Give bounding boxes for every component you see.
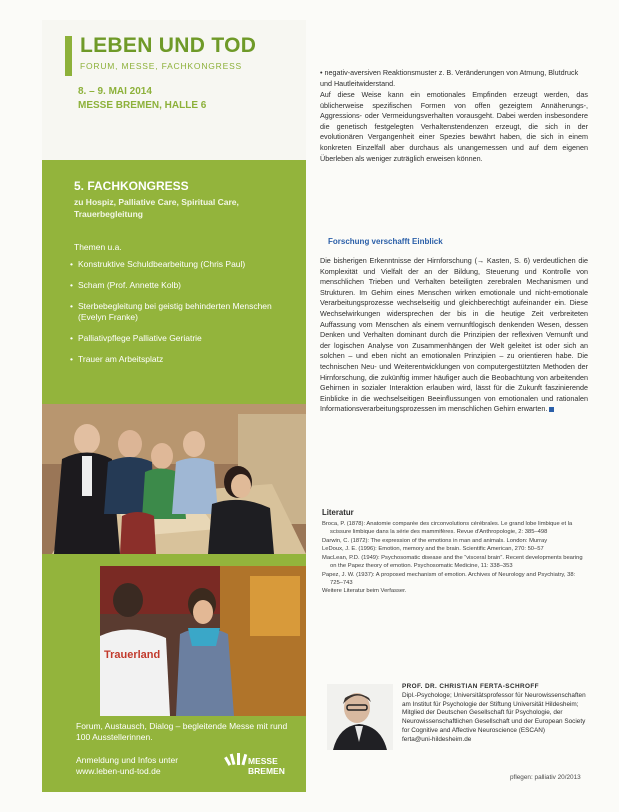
messe-bremen-logo-text: MESSE BREMEN bbox=[248, 756, 285, 776]
literature-item: Papez, J. W. (1937): A proposed mechanism of emotion. Archives of Neurology and Psychiatry, 38: 725–743 bbox=[322, 571, 576, 586]
ad-footer-info: Forum, Austausch, Dialog – begleitende Messe mit rund 100 Ausstellerinnen. bbox=[76, 721, 288, 742]
kongress-title: 5. FACHKONGRESS bbox=[74, 179, 189, 193]
themen-list bbox=[70, 259, 300, 375]
ad-signup-link[interactable]: Anmeldung und Infos unter www.leben-und-tod.de bbox=[76, 755, 179, 776]
ad-header bbox=[42, 20, 306, 160]
literature-heading: Literatur bbox=[322, 508, 354, 517]
article-paragraph-research: Die bisherigen Erkenntnisse der Hirnforschung (→ Kasten, S. 6) verdeutlichen die Komplexität und Vielfalt der an der Bildung, Steuerung und Kontrolle von menschlichen Trieben und Verhalten beteiligten zerebralen Mechanismen und Strukturen. Im Gehirn eines Menschen wirken emotionale und nicht-emotionale Verarbeitungsprozesse wechselseitig und gleichberechtigt aufeinander ein. Diese Wechselwirkungen widersprechen der bis in die heutige Zeit verbreiteten Auffassung vom Menschen als einem vernunftlogisch denkenden Wesen, dessen Denken und Verhalten dominant durch die Prinzipien der reflexiven Vernunft und der logischen Analyse von Zusammenhängen der Welt geleitet ist oder sich an solchen – und eben nicht an emotionalen Prinzipien – zu orientieren habe. Die technischen Neu- und Weiterentwicklungen von computergestützten Methoden der Hirnforschung, die zukünftig immer häufiger auch die Beobachtung von arbeitenden Gehirnen in sozialer Interaktion erlauben wird, lässt für die Zukunft faszinierende Einblicke in die wechselseitigen Beeinflussungen von emotionalen und rationalen Informationsverarbeitungsprozessen im menschlichen Gehirn erwarten. bbox=[320, 256, 588, 414]
shirt-print-text: Trauerland bbox=[104, 649, 161, 661]
literature-item: Weitere Literatur beim Verfasser. bbox=[322, 588, 407, 595]
event-advertisement bbox=[42, 20, 306, 792]
literature-item: MacLean, P.D. (1949): Psychosomatic disease and the “visceral brain”. Recent developments bearing on the Papez theory of emotion. Psychosomatic Medicine, 11: 338–353 bbox=[322, 555, 583, 569]
author-name: PROF. DR. CHRISTIAN FERTA-SCHROFF bbox=[402, 683, 539, 690]
event-date: 8. – 9. MAI 2014 bbox=[78, 86, 152, 97]
event-logo-title: LEBEN UND TOD bbox=[80, 34, 257, 57]
literature-item: Darwin, C. (1872): The expression of the emotions in man and animals. London: Murray bbox=[322, 537, 548, 544]
themen-item: • Trauer am Arbeitsplatz bbox=[70, 354, 164, 364]
author-box bbox=[402, 683, 588, 745]
logo-bracket-icon bbox=[65, 36, 72, 76]
literature-item: Broca, P. (1878): Anatomie comparée des circonvolutions cérébrales. Le grand lobe limbique et la scissure limbique dans la série des mammifères. Revue d'Anthropologie, 2: 385–498 bbox=[322, 521, 573, 535]
themen-item: • Sterbebegleitung bei geistig behinderten Menschen (Evelyn Franke) bbox=[70, 301, 272, 322]
author-photo bbox=[327, 684, 393, 750]
page-footer: pflegen: palliativ 20/2013 bbox=[510, 774, 581, 781]
event-venue: MESSE BREMEN, HALLE 6 bbox=[78, 100, 207, 111]
themen-item: • Palliativpflege Palliative Geriatrie bbox=[70, 333, 202, 343]
event-photo-group bbox=[42, 404, 306, 554]
literature-list bbox=[322, 521, 586, 597]
article-paragraph: Auf diese Weise kann ein emotionales Empfinden erzeugt werden, das üblicherweise spezifischen Formen von offen gezeigtem Annäherungs-, Aggressions- oder Vermeidungsverhalten vorausgeht. Dabei werden insbesondere die genetisch festgelegten Verhaltenstendenzen erzeugt, die sich in der evolutionären Vergangenheit einer Spezies bewährt haben, die sich in einem konkreten Einzelfall aber durchaus als unangemessen und auf dem eigenen Überleben als weniger zuträglich erweisen können. bbox=[320, 90, 588, 163]
themen-heading: Themen u.a. bbox=[74, 242, 122, 252]
kongress-subtitle: zu Hospiz, Palliative Care, Spiritual Care, Trauerbegleitung bbox=[74, 197, 239, 219]
end-mark-icon bbox=[549, 407, 554, 412]
event-logo-subtitle: FORUM, MESSE, FACHKONGRESS bbox=[80, 61, 243, 71]
author-email[interactable]: ferta@uni-hildesheim.de bbox=[402, 735, 472, 743]
event-photo-booth bbox=[100, 566, 306, 716]
themen-item: • Konstruktive Schuldbearbeitung (Chris Paul) bbox=[70, 259, 246, 269]
section-heading: Forschung verschafft Einblick bbox=[328, 237, 443, 246]
article-bullet: • negativ-aversiven Reaktionsmuster z. B. Veränderungen von Atmung, Blutdruck und Hautleitwiderstand. bbox=[320, 68, 579, 88]
literature-item: LeDoux, J. E. (1996): Emotion, memory and the brain. Scientific American, 270: 50–57 bbox=[322, 546, 544, 553]
author-bio: Dipl.-Psychologe; Universitätsprofessor für Neurowissenschaften am Institut für Psychologie der Stiftung Universität Hildesheim; Mitglied der Deutschen Gesellschaft für Psychologie, der Neurowissenschaftlichen Gesellschaft und der European Society for Cognitive and Affective Neuroscience (ESCAN) bbox=[402, 691, 586, 734]
themen-item: • Scham (Prof. Annette Kolb) bbox=[70, 280, 181, 290]
